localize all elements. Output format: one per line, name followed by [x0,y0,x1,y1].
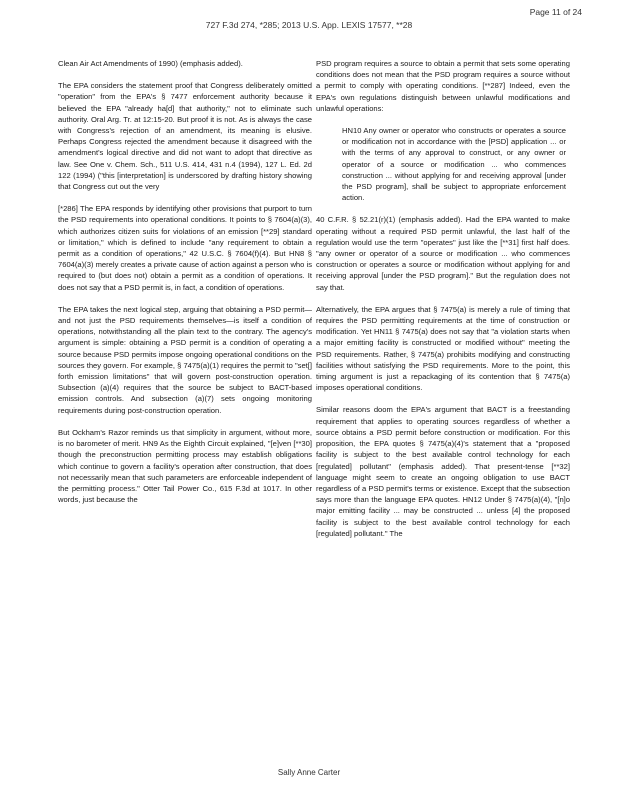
paragraph: The EPA considers the statement proof that Congress deliberately omitted "operation" from the EPA's § 7477 enforcement authority because it believed the EPA "already ha[d] that authority," not to eliminate such authority. Oral Arg. Tr. at 12:15-20. But proof it is not. As is always the case with Congress's rejection of an amendment, its meaning is elusive. Perhaps Congress rejected the amendment because it disagreed with the amendment's logical directive and did not want to adopt that directive as law. See One v. Chem. Sch., 511 U.S. 414, 431 n.4 (1994), 127 L. Ed. 2d 122 (1994) ("this [interpretation] is underscored by drafting history showing that Congress cut out the very [58,81,312,192]
case-citation: 727 F.3d 274, *285; 2013 U.S. App. LEXIS 17577, **28 [205,20,413,30]
paragraph: Clean Air Act Amendments of 1990) (emphasis added). [58,59,243,68]
paragraph: PSD program requires a source to obtain a permit that sets some operating conditions does not mean that the PSD program requires a source without a permit to comply with operating conditions. [**287] Indeed, even the EPA's own regulations distinguish between unlawful modifications and unlawful operations: [316,59,570,113]
page-number: Page 11 of 24 [529,7,582,17]
paragraph: Alternatively, the EPA argues that § 7475(a) is merely a rule of timing that requires the PSD permitting requirements at the time of construction or modification. Yet HN11 § 7475(a) does not say that "a violation starts when a major emitting facility is constructed or modified without" meeting the PSD requirements. Rather, § 7475(a) prohibits modifying and constructing facilities without satisfying the PSD requirements. More to the point, this timing argument is just a repackaging of its contention that § 7475(a) imposes operational conditions. [316,304,570,393]
paragraph: [*286] The EPA responds by identifying other provisions that purport to turn the PSD requirements into operational conditions. It points to § 7604(a)(3), which authorizes citizen suits for violations of an emission [**29] standard or limitation," which is defined to include "any requirement to obtain a permit as a condition of operations," 42 U.S.C. § 7604(f)(4). But HN8 § 7604(a)(3) merely creates a private cause of action against a person who is required to (but does not) obtain a permit as a condition of operations. It does not say that a PSD permit is, in fact, a condition of operations. [58,204,312,292]
left-column [58,58,312,516]
paragraph: The EPA takes the next logical step, arguing that obtaining a PSD permit—and not just the PSD requirements themselves—is itself a condition of operations, notwithstanding all the plain text to the contrary. The agency's argument is simple: obtaining a PSD permit is a condition of operating a source because PSD permits impose ongoing operational conditions on the sources they govern. For example, § 7475(a)(1) requires the permit to "set[] forth emission limitations" that will govern post-construction operation. Subsection (a)(4) requires that the source be subject to BACT-based emission controls. And subsection (a)(7) sets ongoing monitoring requirements during post-construction operation. [58,304,312,415]
block-quote: HN10 Any owner or operator who constructs or operates a source or modification not in accordance with the [PSD] application ... or with the terms of any approval to construct, or any owner or operator of a source or modification ... who commences construction ... without applying for and receiving approval [under the PSD program], shall be subject to appropriate enforcement action. [342,126,566,203]
right-column [316,58,570,550]
paragraph: 40 C.F.R. § 52.21(r)(1) (emphasis added). Had the EPA wanted to make operating without a required PSD permit unlawful, the last half of the regulation would use the term "operates" just like the [**31] first half does. "any owner or operator of a source or modification ... who commences construction or operates a source or modification without applying for and receiving approval [under the PSD program]." But the regulation does not say that. [316,215,570,292]
paragraph: But Ockham's Razor reminds us that simplicity in argument, without more, is no barometer of merit. HN9 As the Eighth Circuit explained, "[e]ven [**30] though the preconstruction permitting process may establish obligations which continue to govern a facility's operation after construction, that does not necessarily mean that such parameters are enforceable independent of the permitting process." Otter Tail Power Co., 615 F.3d at 1017. In other words, just because the [58,427,312,505]
paragraph: Similar reasons doom the EPA's argument that BACT is a freestanding requirement that applies to operating sources regardless of whether a source obtains a PSD permit before construction or modification. For this proposition, the EPA quotes § 7475(a)(4)'s statement that a "proposed facility is subject to the best available control technology for each [regulated] pollutant" (emphasis added). That present-tense [**32] language might seem to create an ongoing obligation to use BACT regardless of a PSD permit's terms or existence. Except that the subsection says more than the language EPA quotes. HN12 Under § 7475(a)(4), "[n]o major emitting facility ... may be constructed ... unless [4] the proposed facility is subject to the best available control technology for each [regulated] pollutant." The [316,405,570,538]
footer-author: Sally Anne Carter [277,768,341,777]
